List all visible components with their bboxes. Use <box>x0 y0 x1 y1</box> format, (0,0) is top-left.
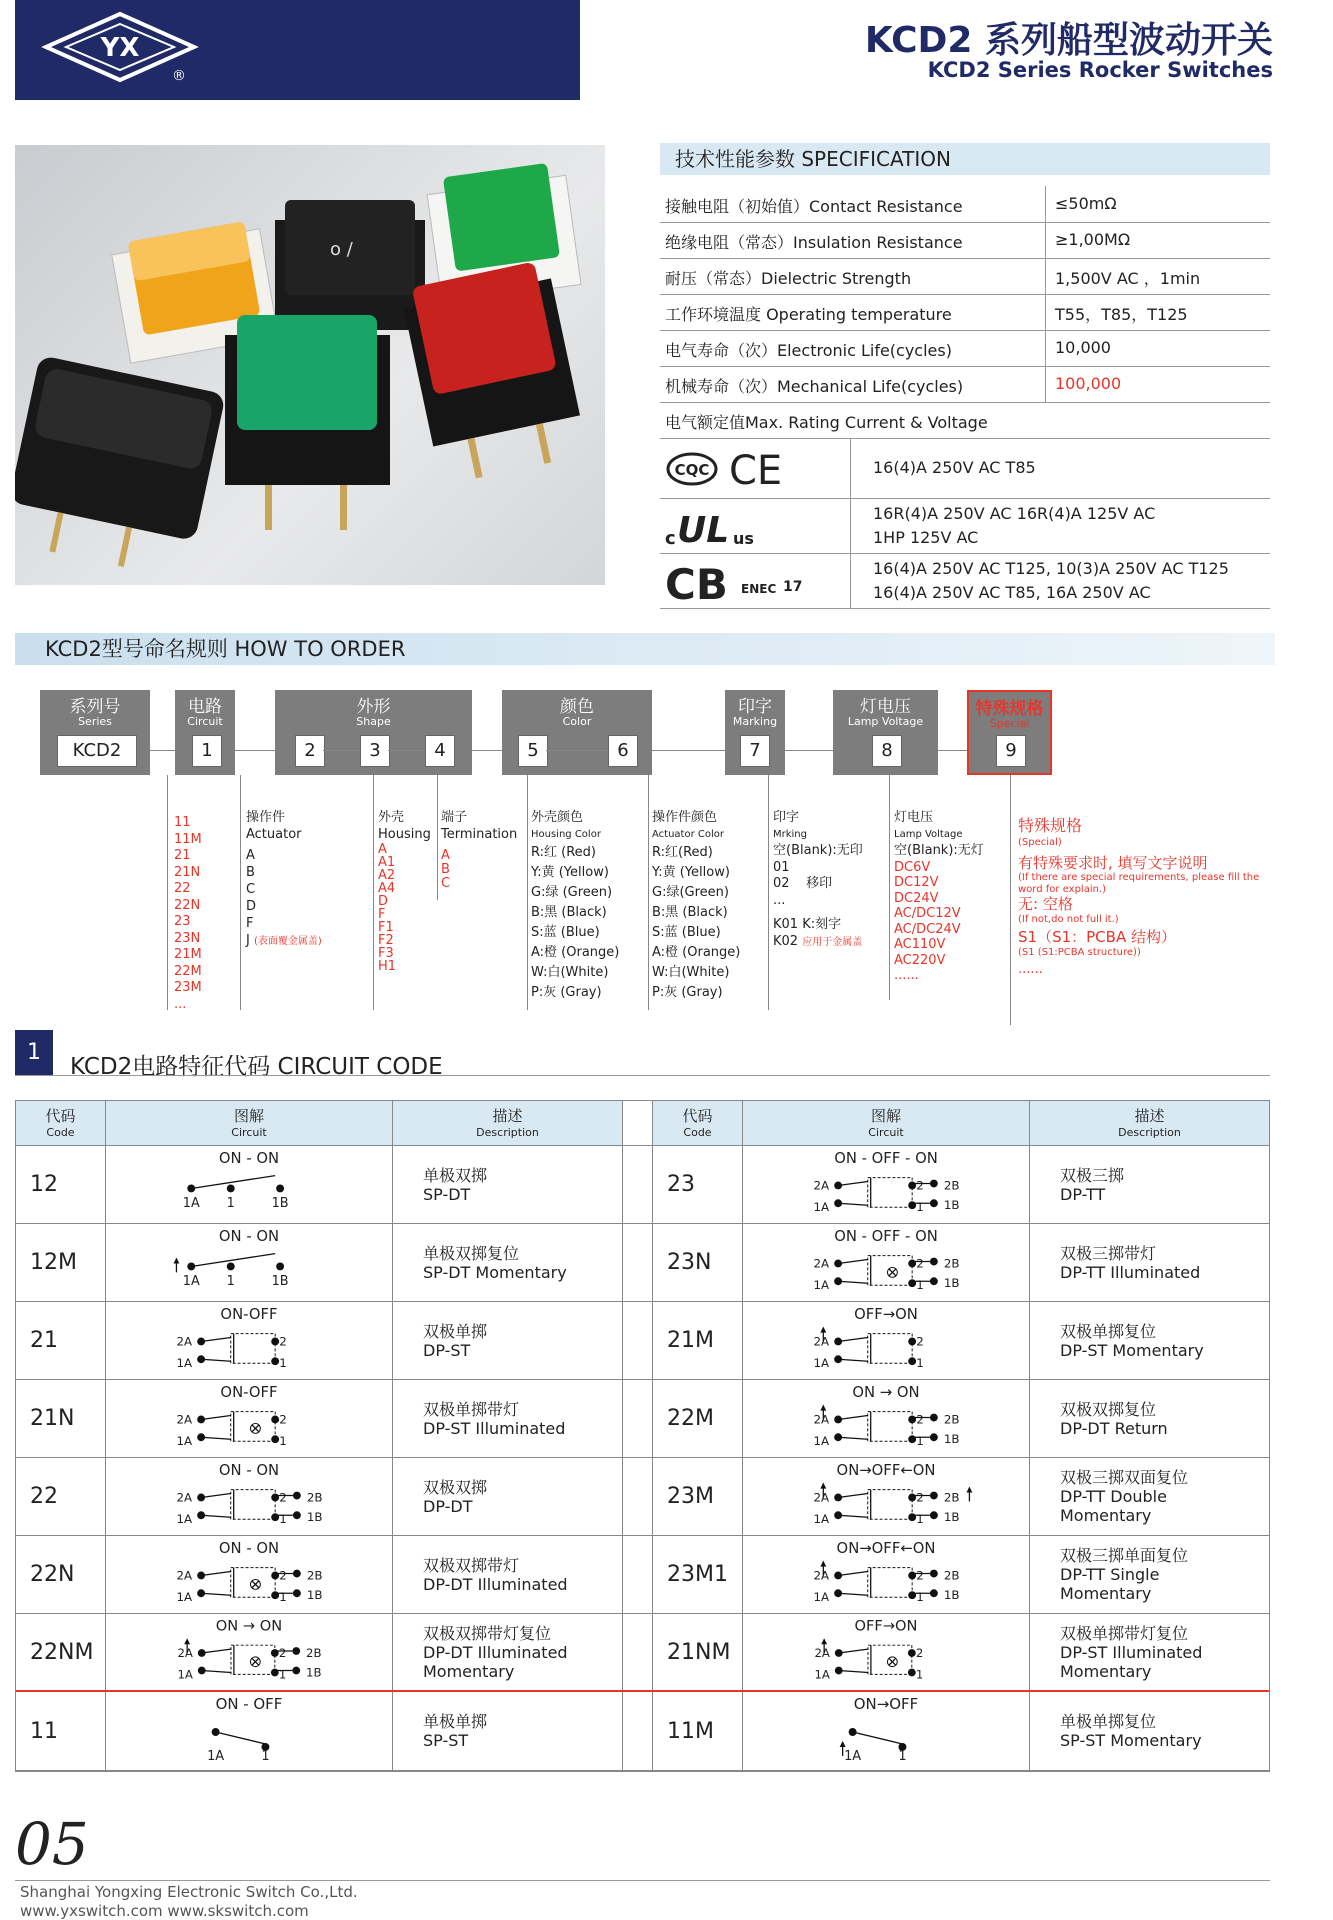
svg-text:1B: 1B <box>271 1196 289 1212</box>
svg-text:1A: 1A <box>813 1200 830 1215</box>
circuit-desc: 双极双掷带灯复位 DP-DT Illuminated Momentary <box>393 1614 623 1690</box>
circuit-desc: 双极三掷双面复位 DP-TT Double Momentary <box>1060 1468 1189 1525</box>
order-group-special: 特殊规格 Special <box>967 690 1052 775</box>
svg-text:CE: CE <box>729 448 783 490</box>
order-box-4: 4 <box>425 735 455 767</box>
order-option: J (表面覆金属盖) <box>246 933 322 948</box>
svg-text:1: 1 <box>916 1590 924 1605</box>
order-housing-color-col: 外壳颜色 Housing Color R:红 (Red) Y:黄 (Yellow) G:绿 (Green) B:黑 (Black) S:蓝 (Blue) A:橙 (Orange) W:白(White) P:灰 (Gray) <box>531 810 619 1003</box>
circuit-desc: 单极双掷 SP-DT <box>393 1146 623 1223</box>
circuit-diagram <box>743 1224 1029 1301</box>
svg-text:1: 1 <box>279 1512 287 1527</box>
order-option: H1 <box>378 959 397 974</box>
section-number: 1 <box>15 1030 53 1075</box>
order-circuit-codes <box>174 815 202 1013</box>
order-box-1: 1 <box>192 735 222 767</box>
svg-text:CB: CB <box>665 560 728 604</box>
svg-text:1A: 1A <box>182 1274 200 1290</box>
order-option: 23 <box>174 914 191 929</box>
circuit-desc: 单极双掷复位 SP-DT Momentary <box>393 1224 623 1301</box>
svg-text:1: 1 <box>898 1748 907 1764</box>
svg-text:2: 2 <box>916 1178 924 1193</box>
order-option: P:灰 (Gray) <box>652 985 723 1000</box>
order-title: KCD2型号命名规则 HOW TO ORDER <box>15 633 1275 665</box>
order-box-9: 9 <box>996 735 1026 767</box>
svg-text:1A: 1A <box>813 1278 830 1293</box>
circuit-code: 23M <box>653 1458 743 1535</box>
registered-mark: ® <box>172 68 186 84</box>
svg-text:2B: 2B <box>943 1256 960 1271</box>
order-option: C <box>441 876 451 891</box>
svg-text:2: 2 <box>916 1334 924 1349</box>
order-option: DC24V <box>894 890 939 906</box>
svg-text:2A: 2A <box>814 1645 830 1660</box>
svg-text:ON → ON: ON → ON <box>215 1617 283 1635</box>
circuit-diagram <box>106 1380 392 1457</box>
svg-text:ON - ON: ON - ON <box>218 1227 280 1245</box>
page-title-en: KCD2 Series Rocker Switches <box>927 58 1273 82</box>
svg-text:1B: 1B <box>306 1510 323 1525</box>
order-option: Y:黄 (Yellow) <box>652 865 730 880</box>
order-option: 23M <box>174 980 202 995</box>
order-option: AC110V <box>894 937 946 952</box>
circuit-diagram <box>743 1380 1029 1457</box>
circuit-code: 21N <box>16 1380 106 1457</box>
rating-row <box>660 402 1270 439</box>
svg-text:OFF→ON: OFF→ON <box>854 1617 918 1635</box>
circuit-code: 22NM <box>16 1614 106 1690</box>
svg-text:1: 1 <box>916 1200 924 1215</box>
order-option: F3 <box>378 946 394 961</box>
circuit-desc: 单极单掷复位 SP-ST Momentary <box>1060 1712 1202 1750</box>
order-option: A:橙 (Orange) <box>652 945 741 960</box>
svg-text:1A: 1A <box>182 1196 200 1212</box>
order-box-7: 7 <box>740 735 770 767</box>
cert-row-ul <box>660 498 1270 554</box>
order-option: B <box>246 865 255 880</box>
th-circuit-left: 图解 Circuit <box>106 1101 393 1146</box>
th-desc-left: 描述 Description <box>393 1101 623 1146</box>
order-option: R:红 (Red) <box>531 845 596 860</box>
order-option: AC220V <box>894 952 946 968</box>
order-housing-col: 外壳 Housing A A1 A2 A4 D F F1 F2 F3 H1 <box>378 810 431 974</box>
order-box-5: 5 <box>518 735 548 767</box>
order-option: F <box>246 916 254 931</box>
spec-value: T55，T85，T125 <box>1055 305 1188 324</box>
svg-text:1A: 1A <box>814 1667 830 1682</box>
svg-text:1: 1 <box>915 1667 924 1682</box>
svg-text:2A: 2A <box>177 1645 193 1660</box>
cert-cqc-line-1: 16(4)A 250V AC T85 <box>873 458 1036 477</box>
svg-text:2A: 2A <box>813 1334 830 1349</box>
cert-row-cb-enec <box>660 553 1270 609</box>
circuit-desc: 单极单掷 SP-ST <box>393 1692 623 1770</box>
order-option: F1 <box>378 920 394 935</box>
svg-text:1B: 1B <box>943 1198 960 1213</box>
spec-value: 1,500V AC ，1min <box>1055 269 1201 288</box>
svg-text:1A: 1A <box>813 1512 830 1527</box>
order-option: S:蓝 (Blue) <box>652 925 721 940</box>
circuit-desc: 双极单掷 DP-ST <box>393 1302 623 1379</box>
order-option: ...... <box>894 968 919 983</box>
circuit-code: 23 <box>653 1146 743 1223</box>
circuit-diagram <box>743 1302 1029 1379</box>
order-option: A <box>441 848 450 863</box>
svg-text:ON→OFF←ON: ON→OFF←ON <box>836 1461 936 1479</box>
svg-text:1A: 1A <box>176 1434 193 1449</box>
circuit-desc: 双极三掷单面复位 DP-TT Single Momentary <box>1060 1546 1189 1603</box>
circuit-code: 21 <box>16 1302 106 1379</box>
order-option: ... <box>174 996 187 1012</box>
circuit-diagram <box>106 1302 392 1379</box>
spec-row <box>660 330 1270 367</box>
circuit-code: 22 <box>16 1458 106 1535</box>
order-option: AC/DC24V <box>894 921 961 937</box>
circuit-desc: 双极单掷带灯 DP-ST Illuminated <box>393 1380 623 1457</box>
circuit-table <box>15 1100 1270 1772</box>
svg-text:1: 1 <box>916 1356 924 1371</box>
spec-label: 机械寿命（次）Mechanical Life(cycles) <box>665 377 964 396</box>
table-row <box>16 1380 1269 1458</box>
table-row <box>16 1536 1269 1614</box>
svg-text:2: 2 <box>279 1412 287 1427</box>
order-group-marking: 印字 Marking <box>725 690 785 775</box>
order-box-6: 6 <box>608 735 638 767</box>
svg-text:1A: 1A <box>813 1356 830 1371</box>
circuit-desc: 双极三掷带灯 DP-TT Illuminated <box>1060 1243 1201 1282</box>
cert-cb-line-2: 16(4)A 250V AC T85, 16A 250V AC <box>873 583 1151 602</box>
svg-text:1: 1 <box>261 1748 270 1764</box>
website: www.yxswitch.com www.skswitch.com <box>20 1902 309 1920</box>
order-option: 23N <box>174 930 201 946</box>
svg-text:2: 2 <box>916 1412 924 1427</box>
svg-text:2A: 2A <box>813 1412 830 1427</box>
order-group-circuit: 电路 Circuit <box>175 690 235 775</box>
order-actuator-col: 操作件 Actuator A B C D F J (表面覆金属盖) <box>246 810 322 948</box>
actuator-note: (表面覆金属盖) <box>253 936 322 947</box>
order-option: 21N <box>174 864 201 880</box>
order-group-series: 系列号 Series <box>40 690 150 775</box>
circuit-title: KCD2电路特征代码 CIRCUIT CODE <box>70 1054 443 1080</box>
svg-text:ON - ON: ON - ON <box>218 1539 280 1557</box>
circuit-diagram <box>106 1458 392 1535</box>
svg-text:2: 2 <box>279 1334 287 1349</box>
order-option: 21M <box>174 947 202 962</box>
svg-text:1: 1 <box>279 1434 287 1449</box>
th-desc-right: 描述 Description <box>1030 1101 1269 1146</box>
order-option: Y:黄 (Yellow) <box>531 865 609 880</box>
svg-text:ON→OFF←ON: ON→OFF←ON <box>836 1539 936 1557</box>
table-row <box>16 1692 1269 1771</box>
table-row <box>16 1614 1269 1692</box>
circuit-code: 23M1 <box>653 1536 743 1613</box>
order-option: A1 <box>378 855 396 870</box>
order-termination-col: 端子 Termination A B C <box>441 810 518 891</box>
spec-label: 电气寿命（次）Electronic Life(cycles) <box>665 341 952 360</box>
svg-text:1B: 1B <box>943 1276 960 1291</box>
svg-text:2: 2 <box>916 1490 924 1505</box>
circuit-desc: 双极三掷 DP-TT <box>1060 1165 1125 1204</box>
svg-text:1A: 1A <box>177 1667 193 1682</box>
order-group-color: 颜色 Color <box>502 690 652 775</box>
svg-text:1: 1 <box>279 1356 287 1371</box>
svg-text:2B: 2B <box>306 1568 323 1583</box>
circuit-diagram <box>106 1536 392 1613</box>
svg-text:OFF→ON: OFF→ON <box>854 1305 918 1323</box>
order-option: W:白(White) <box>531 965 609 980</box>
svg-text:1A: 1A <box>207 1748 225 1764</box>
order-option: A2 <box>378 868 396 883</box>
th-gap <box>623 1101 653 1146</box>
svg-text:2A: 2A <box>813 1490 830 1505</box>
svg-text:ON-OFF: ON-OFF <box>220 1305 278 1323</box>
circuit-desc: 双极双掷 DP-DT <box>393 1458 623 1535</box>
cert-ul-line-1: 16R(4)A 250V AC 16R(4)A 125V AC <box>873 504 1156 523</box>
svg-text:2: 2 <box>279 1568 287 1583</box>
order-option: F2 <box>378 933 394 948</box>
svg-text:1B: 1B <box>271 1274 289 1290</box>
svg-text:1: 1 <box>916 1278 924 1293</box>
order-option: P:灰 (Gray) <box>531 985 602 1000</box>
svg-text:2B: 2B <box>306 1490 323 1505</box>
svg-text:ON-OFF: ON-OFF <box>220 1383 278 1401</box>
svg-text:17: 17 <box>783 579 803 595</box>
order-option: D <box>378 894 389 909</box>
svg-text:ON - ON: ON - ON <box>218 1461 280 1479</box>
spec-value: 100,000 <box>1055 374 1122 393</box>
order-option: F <box>378 907 386 922</box>
th-code-right: 代码 Code <box>653 1101 743 1146</box>
circuit-code: 11M <box>653 1692 743 1770</box>
order-option: W:白(White) <box>652 965 730 980</box>
svg-text:1A: 1A <box>813 1434 830 1449</box>
svg-text:1B: 1B <box>306 1665 322 1680</box>
circuit-code: 12M <box>16 1224 106 1301</box>
order-option: D <box>246 899 257 914</box>
circuit-code: 11 <box>16 1692 106 1770</box>
svg-text:1A: 1A <box>176 1512 193 1527</box>
svg-text:1A: 1A <box>176 1356 193 1371</box>
order-option: 22N <box>174 897 201 913</box>
svg-text:2A: 2A <box>813 1568 830 1583</box>
order-option: R:红(Red) <box>652 845 713 860</box>
rating-label: 电气额定值Max. Rating Current & Voltage <box>665 413 988 432</box>
svg-text:1: 1 <box>278 1667 287 1682</box>
svg-text:CQC: CQC <box>674 461 710 479</box>
svg-text:us: us <box>733 529 754 548</box>
circuit-diagram <box>106 1692 392 1770</box>
svg-text:2: 2 <box>916 1568 924 1583</box>
circuit-code: 23N <box>653 1224 743 1301</box>
svg-text:1: 1 <box>226 1196 235 1212</box>
svg-text:2A: 2A <box>813 1256 830 1271</box>
circuit-diagram <box>743 1458 1029 1535</box>
spec-label: 耐压（常态）Dielectric Strength <box>665 269 912 288</box>
order-option: B:黑 (Black) <box>531 905 607 920</box>
spec-row <box>660 222 1270 259</box>
circuit-diagram <box>106 1614 392 1690</box>
table-row <box>16 1302 1269 1380</box>
product-photo <box>15 145 605 585</box>
order-option: A <box>246 848 255 863</box>
spec-label: 接触电阻（初始值）Contact Resistance <box>665 197 963 216</box>
cert-row-cqc-ce <box>660 438 1270 499</box>
svg-text:2: 2 <box>915 1645 924 1660</box>
svg-text:ON - OFF - ON: ON - OFF - ON <box>834 1227 938 1245</box>
order-option: B:黑 (Black) <box>652 905 728 920</box>
svg-text:2: 2 <box>279 1490 287 1505</box>
svg-text:2A: 2A <box>176 1412 193 1427</box>
order-box-series: KCD2 <box>57 735 137 767</box>
circuit-diagram <box>743 1536 1029 1613</box>
order-option: A4 <box>378 881 396 896</box>
order-option: C <box>246 882 256 897</box>
svg-text:2A: 2A <box>176 1334 193 1349</box>
spec-value: ≥1,00MΩ <box>1055 230 1131 249</box>
company-name: Shanghai Yongxing Electronic Switch Co.,Ltd. <box>20 1883 358 1901</box>
table-row <box>16 1224 1269 1302</box>
spec-title: 技术性能参数 SPECIFICATION <box>660 143 1270 175</box>
svg-text:1A: 1A <box>844 1748 862 1764</box>
svg-text:UL: UL <box>677 510 730 549</box>
circuit-desc: 双极单掷复位 DP-ST Momentary <box>1060 1321 1204 1360</box>
svg-text:1B: 1B <box>306 1588 323 1603</box>
svg-text:2B: 2B <box>943 1178 960 1193</box>
svg-text:1A: 1A <box>813 1590 830 1605</box>
circuit-diagram <box>743 1692 1029 1770</box>
svg-text:ON → ON: ON → ON <box>852 1383 920 1401</box>
table-row <box>16 1458 1269 1536</box>
circuit-desc: 双极双掷带灯 DP-DT Illuminated <box>393 1536 623 1613</box>
th-code-left: 代码 Code <box>16 1101 106 1146</box>
order-actuator-color-col: 操作件颜色 Actuator Color R:红(Red) Y:黄 (Yellow) G:绿(Green) B:黑 (Black) S:蓝 (Blue) A:橙 (Orange) W:白(White) P:灰 (Gray) <box>652 810 740 1003</box>
ul-mark-icon <box>665 504 785 549</box>
circuit-code: 22M <box>653 1380 743 1457</box>
cqc-ce-mark-icon <box>665 448 795 490</box>
svg-text:2A: 2A <box>813 1178 830 1193</box>
order-option: 22M <box>174 963 202 979</box>
order-marking-col: 印字 Mrking 空(Blank):无印 01 02 移印 ... K01 K:刻字 K02 应用于金属盖 <box>773 810 863 949</box>
cert-cb-line-1: 16(4)A 250V AC T125, 10(3)A 250V AC T125 <box>873 559 1229 578</box>
svg-text:2: 2 <box>278 1645 287 1660</box>
circuit-diagram <box>106 1146 392 1223</box>
order-box-3: 3 <box>360 735 390 767</box>
svg-text:1: 1 <box>279 1590 287 1605</box>
svg-text:1: 1 <box>916 1512 924 1527</box>
svg-text:1: 1 <box>916 1434 924 1449</box>
svg-text:2B: 2B <box>306 1645 322 1660</box>
svg-text:2B: 2B <box>943 1568 960 1583</box>
order-option: 11 <box>174 815 191 830</box>
product-photo-switches <box>15 145 605 585</box>
svg-text:1B: 1B <box>943 1432 960 1447</box>
order-special-col: 特殊规格 (Special) 有特殊要求时, 填写文字说明 (If there are special requirements, please fill the word for explain.) 无: 空格 (If not,do not full it.) S1（S1：PCBA 结构） (S1 (S1:PCBA structure)) ...... <box>1018 816 1260 977</box>
svg-text:ON - ON: ON - ON <box>218 1149 280 1167</box>
svg-text:1B: 1B <box>943 1510 960 1525</box>
order-box-2: 2 <box>295 735 325 767</box>
circuit-code: 22N <box>16 1536 106 1613</box>
circuit-diagram <box>743 1146 1029 1223</box>
order-group-shape: 外形 Shape <box>275 690 472 775</box>
spec-row <box>660 258 1270 295</box>
svg-text:c: c <box>665 528 676 549</box>
circuit-code: 21M <box>653 1302 743 1379</box>
page-title-cn: KCD2 系列船型波动开关 <box>864 20 1273 61</box>
order-option: 11M <box>174 831 202 847</box>
page-number: 05 <box>15 1810 89 1878</box>
svg-text:ON→OFF: ON→OFF <box>853 1695 919 1714</box>
svg-text:1: 1 <box>226 1274 235 1290</box>
th-circuit-right: 图解 Circuit <box>743 1101 1030 1146</box>
svg-text:o /: o / <box>330 239 353 260</box>
circuit-diagram <box>743 1614 1029 1690</box>
order-option: DC6V <box>894 859 931 875</box>
svg-text:ON - OFF - ON: ON - OFF - ON <box>834 1149 938 1167</box>
cert-ul-line-2: 1HP 125V AC <box>873 528 979 547</box>
table-row <box>16 1146 1269 1224</box>
cb-enec-mark-icon <box>665 559 805 604</box>
circuit-desc: 双极双掷复位 DP-DT Return <box>1060 1399 1168 1438</box>
svg-text:ON - OFF: ON - OFF <box>215 1695 283 1714</box>
circuit-diagram <box>106 1224 392 1301</box>
circuit-desc: 双极单掷带灯复位 DP-ST Illuminated Momentary <box>1060 1623 1203 1681</box>
svg-text:2A: 2A <box>176 1568 193 1583</box>
circuit-code: 12 <box>16 1146 106 1223</box>
svg-text:1A: 1A <box>176 1590 193 1605</box>
circuit-code: 21NM <box>653 1614 743 1690</box>
spec-row <box>660 186 1270 223</box>
svg-text:1B: 1B <box>943 1588 960 1603</box>
spec-label: 绝缘电阻（常态）Insulation Resistance <box>665 233 963 252</box>
order-option: DC12V <box>894 875 939 890</box>
spec-row <box>660 294 1270 331</box>
order-option: G:绿(Green) <box>652 885 729 900</box>
order-option: AC/DC12V <box>894 906 961 921</box>
svg-text:2B: 2B <box>943 1490 960 1505</box>
order-option: B <box>441 862 450 877</box>
order-option: A:橙 (Orange) <box>531 945 620 960</box>
spec-value: ≤50mΩ <box>1055 194 1117 213</box>
svg-text:2A: 2A <box>176 1490 193 1505</box>
order-group-lamp: 灯电压 Lamp Voltage <box>833 690 938 775</box>
spec-row <box>660 366 1270 403</box>
svg-text:ENEC: ENEC <box>741 582 777 596</box>
svg-text:YX: YX <box>100 33 140 63</box>
spec-label: 工作环境温度 Operating temperature <box>665 305 952 324</box>
order-option: 21 <box>174 848 191 863</box>
spec-value: 10,000 <box>1055 338 1111 357</box>
svg-text:2B: 2B <box>943 1412 960 1427</box>
order-box-8: 8 <box>872 735 902 767</box>
order-option: A <box>378 842 387 857</box>
svg-text:2: 2 <box>916 1256 924 1271</box>
order-option: 22 <box>174 881 191 896</box>
order-option: G:绿 (Green) <box>531 885 613 900</box>
order-option: S:蓝 (Blue) <box>531 925 600 940</box>
order-lamp-col: 灯电压 Lamp Voltage 空(Blank):无灯 DC6V DC12V DC24V AC/DC12V AC/DC24V AC110V AC220V ...... <box>894 810 984 983</box>
